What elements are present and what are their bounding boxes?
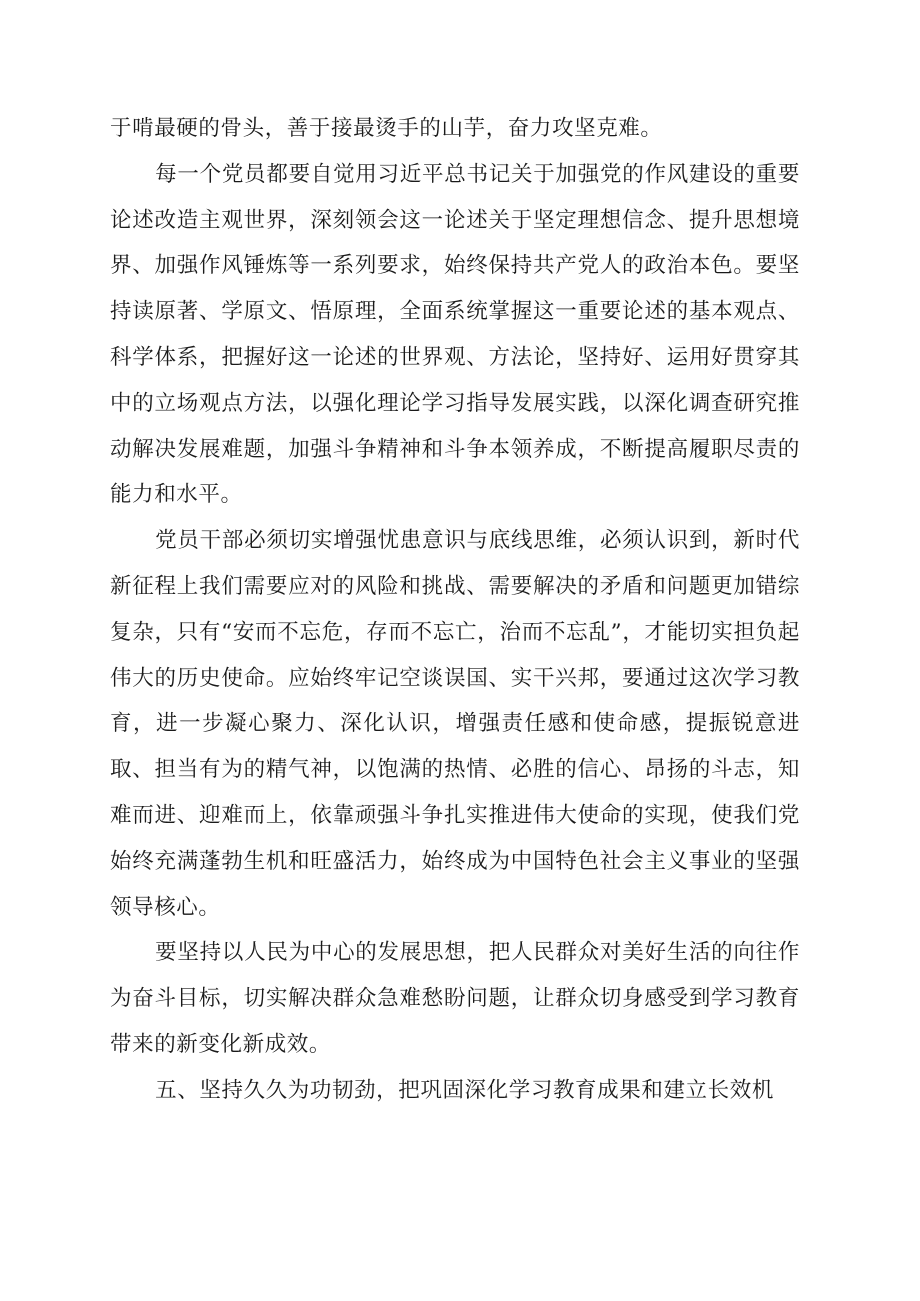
- paragraph-party-member-conduct: 每一个党员都要自觉用习近平总书记关于加强党的作风建设的重要论述改造主观世界，深刻领会这一论述关于坚定理想信念、提升思想境界、加强作风锤炼等一系列要求，始终保持共产党人的政治本色。要坚持读原著、学原文、悟原理，全面系统掌握这一重要论述的基本观点、科学体系，把握好这一论述的世界观、方法论，坚持好、运用好贯穿其中的立场观点方法，以强化理论学习指导发展实践，以深化调查研究推动解决发展难题，加强斗争精神和斗争本领养成，不断提高履职尽责的能力和水平。: [110, 161, 800, 508]
- document-body: [110, 106, 800, 1114]
- paragraph-continuation: 于啃最硬的骨头，善于接最烫手的山芋，奋力攻坚克难。: [110, 116, 663, 141]
- paragraph-people-centered: 要坚持以人民为中心的发展思想，把人民群众对美好生活的向往作为奋斗目标，切实解决群众急难愁盼问题，让群众切身感受到学习教育带来的新变化新成效。: [110, 940, 800, 1057]
- section-heading-five: 五、坚持久久为功韧劲，把巩固深化学习教育成果和建立长效机: [155, 1077, 774, 1103]
- paragraph-risk-awareness: 党员干部必须切实增强忧患意识与底线思维，必须认识到，新时代新征程上我们需要应对的风险和挑战、需要解决的矛盾和问题更加错综复杂，只有“安而不忘危，存而不忘亡，治而不忘乱”，才能切实担负起伟大的历史使命。应始终牢记空谈误国、实干兴邦，要通过这次学习教育，进一步凝心聚力、深化认识，增强责任感和使命感，提振锐意进取、担当有为的精气神，以饱满的热情、必胜的信心、昂扬的斗志，知难而进、迎难而上，依靠顽强斗争扎实推进伟大使命的实现，使我们党始终充满蓬勃生机和旺盛活力，始终成为中国特色社会主义事业的坚强领导核心。: [110, 528, 800, 920]
